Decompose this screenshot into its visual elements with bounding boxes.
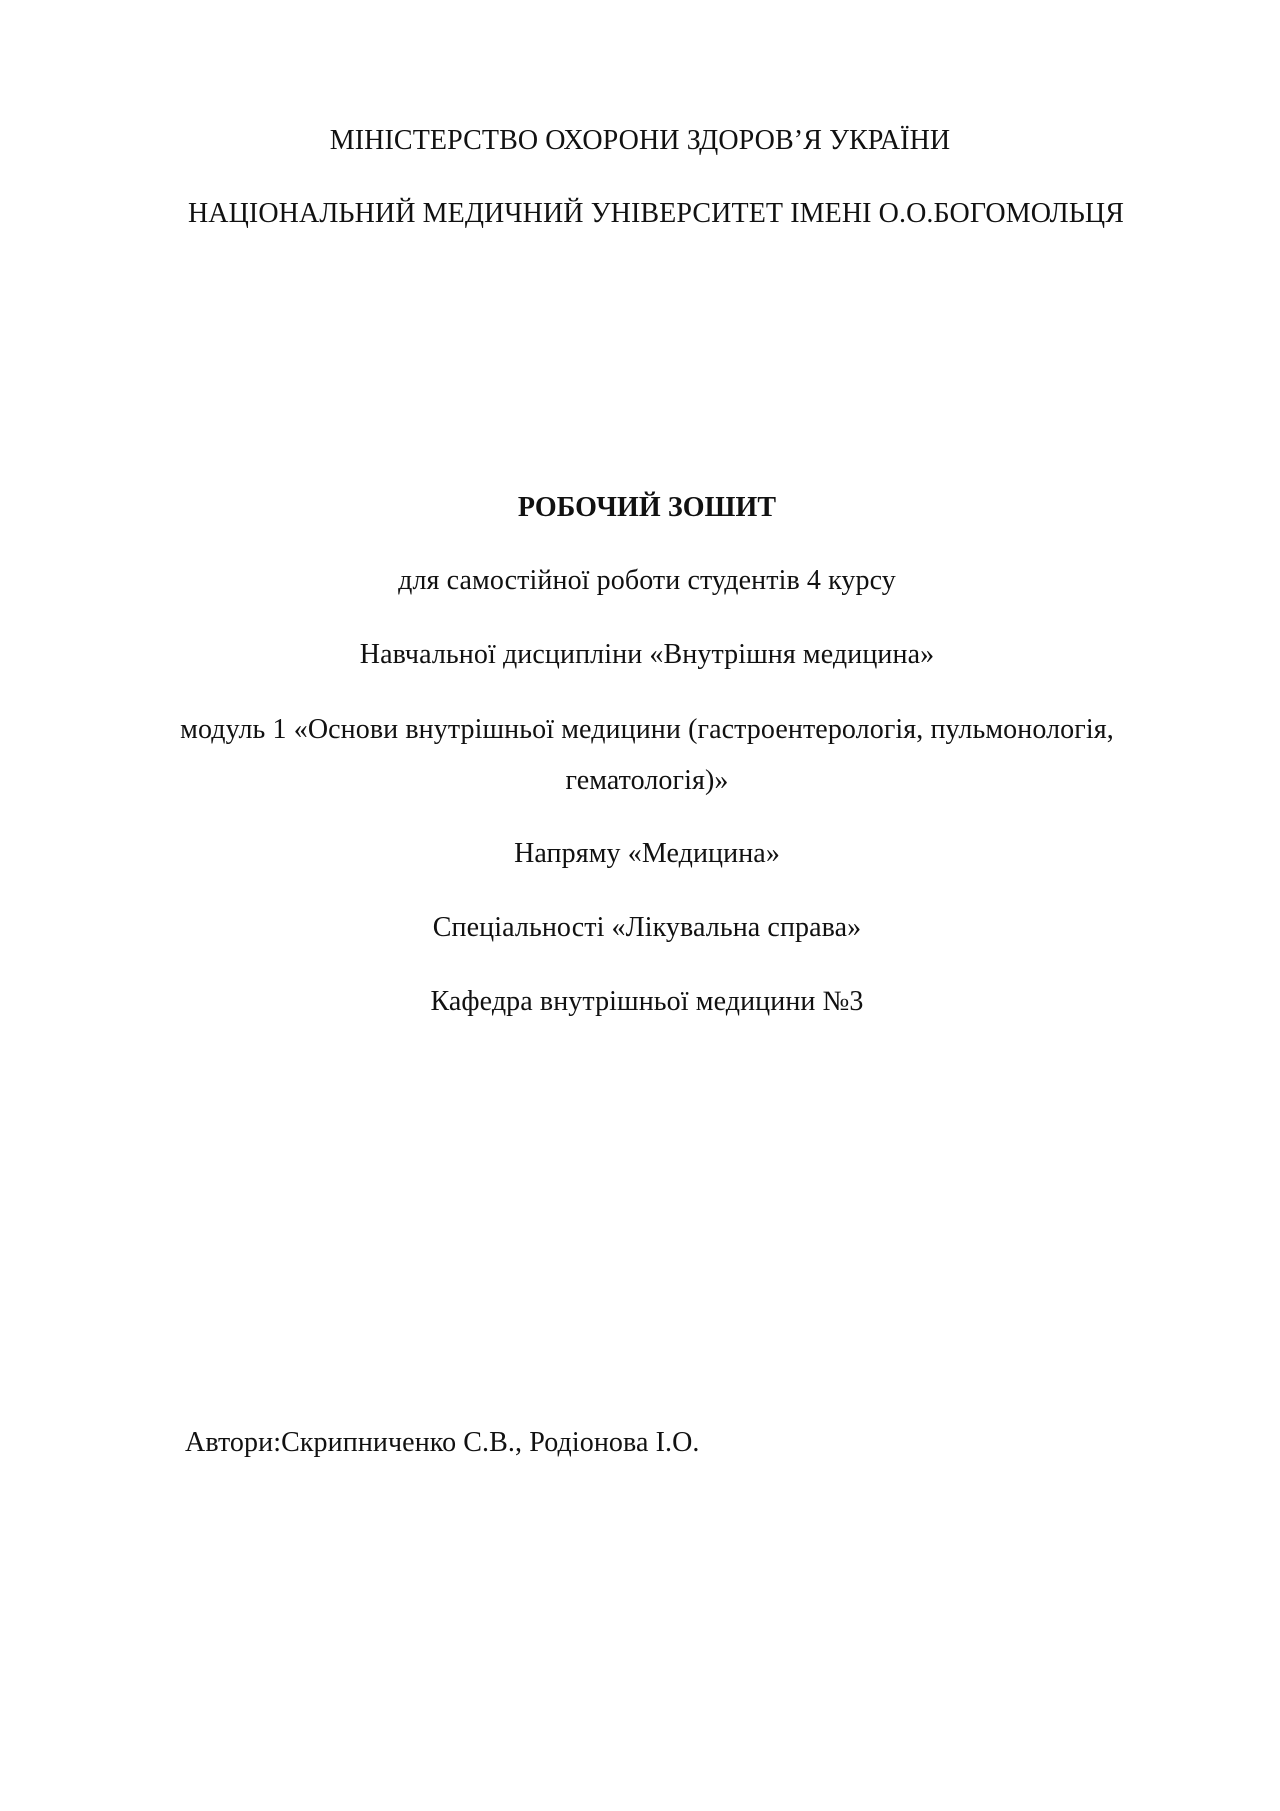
direction-line: Напряму «Медицина» xyxy=(514,838,780,869)
module-line-2: гематологія)» xyxy=(565,765,729,796)
department-line: Кафедра внутрішньої медицини №3 xyxy=(430,986,864,1017)
discipline-line: Навчальної дисципліни «Внутрішня медицина» xyxy=(359,639,935,670)
module-line-1: модуль 1 «Основи внутрішньої медицини (гастроентерологія, пульмонологія, xyxy=(180,714,1114,745)
specialty-line: Спеціальності «Лікувальна справа» xyxy=(432,912,862,943)
document-title: РОБОЧИЙ ЗОШИТ xyxy=(517,492,777,523)
ministry-heading: МІНІСТЕРСТВО ОХОРОНИ ЗДОРОВ’Я УКРАЇНИ xyxy=(329,125,951,156)
students-line: для самостійної роботи студентів 4 курсу xyxy=(398,565,896,596)
university-heading: НАЦІОНАЛЬНИЙ МЕДИЧНИЙ УНІВЕРСИТЕТ ІМЕНІ О.О.БОГОМОЛЬЦЯ xyxy=(187,198,1125,229)
authors-line: Автори:Скрипниченко С.В., Родіонова І.О. xyxy=(185,1427,700,1458)
